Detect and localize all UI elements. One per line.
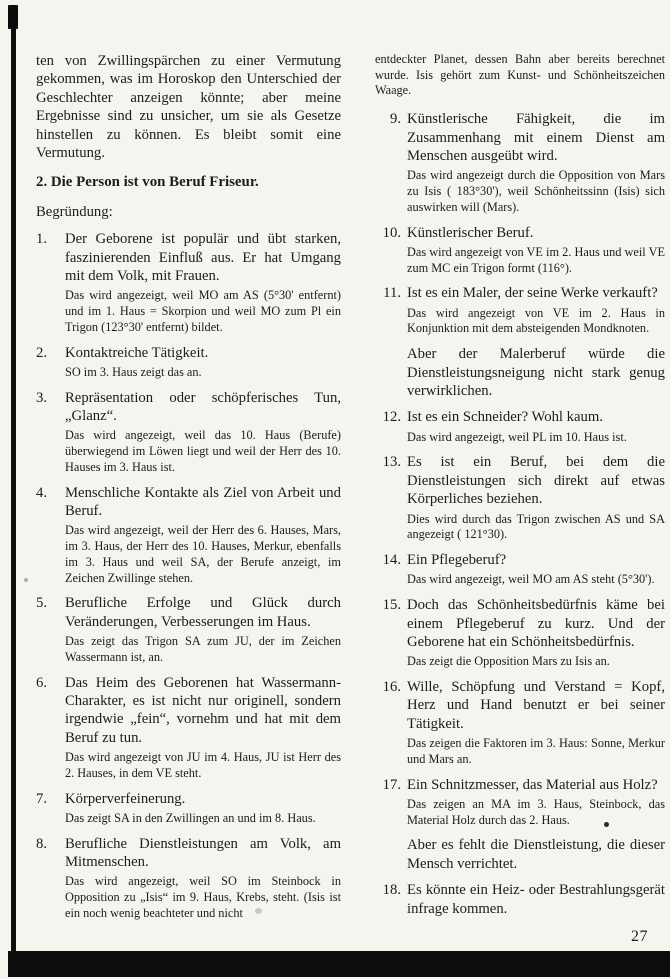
item-text: Wille, Schöpfung und Verstand = Kopf, Herz und Hand benutzt er bei seiner Tätigkeit. [407,679,665,732]
list-item [375,551,665,588]
subheading-begruendung: Begründung: [36,203,113,220]
item-body [65,790,341,827]
item-text: Der Geborene ist populär und übt starken, faszinierenden Einfluß aus. Er hat Umgang mit dem Volk, mit Frauen. [65,231,341,284]
right-column [375,52,665,952]
item-text: Doch das Schönheitsbedürfnis käme bei einem Pflegeberuf zu kurz. Und der Geborene hat ein Schönheitsbedürfnis. [407,597,665,650]
item-indicator-note: Das wird angezeigt von VE im 2. Haus in Konjunktion mit dem absteigenden Mondknoten. [407,305,665,336]
item-body [65,594,341,665]
item-body [65,344,341,381]
numbered-item-list [36,230,341,921]
item-body [407,596,665,670]
item-number: 15. [382,597,401,614]
item-indicator-note: Dies wird durch das Trigon zwischen AS und SA angezeigt ( 121°30). [407,511,665,542]
item-number: 18. [382,882,401,899]
list-item [36,389,341,476]
item-body [65,230,341,335]
item-number: 14. [382,552,401,569]
item-number: 11. [383,285,401,302]
item-text: Ein Schnitzmesser, das Material aus Holz? [407,776,658,793]
item-body [65,674,341,782]
item-number: 17. [382,776,401,793]
item-indicator-note: Das zeigen die Faktoren im 3. Haus: Sonne, Merkur und Mars an. [407,736,665,766]
item-number: 1. [36,231,48,248]
item-number: 16. [382,679,401,696]
list-item [36,790,341,827]
item-body [407,110,665,215]
list-item [375,408,665,445]
left-column [36,52,341,952]
list-item [375,284,665,400]
item-text: Berufliche Dienstleistungen am Volk, am Mitmenschen. [65,835,341,870]
item-indicator-note: Das wird angezeigt, weil MO am AS (5°30' entfernt) und im 1. Haus = Skorpion und weil MO zum Pl ein Trigon (123°30' entfernt) bildet. [65,288,341,334]
item-indicator-note: Das wird angezeigt von JU im 4. Haus, JU ist Herr des 2. Hauses, in dem VE steht. [65,750,341,780]
item-number: 8. [36,835,48,852]
item-indicator-note: Das wird angezeigt, weil SO im Steinbock in Opposition zu „Isis“ im 9. Haus, Krebs, steht. (Isis ist ein noch wenig beachteter und nicht [65,874,341,920]
item-number: 7. [36,790,48,807]
list-item [36,484,341,587]
item-text: Körperverfeinerung. [65,790,186,807]
item-body [65,389,341,476]
text-columns [36,52,665,952]
item-text: Kontaktreiche Tätigkeit. [65,344,209,361]
item-indicator-note: Das wird angezeigt durch die Opposition von Mars zu Isis ( 183°30'), weil Schönheitssinn (Isis) sich auswirken will (Mars). [407,168,665,214]
list-item [375,678,665,768]
item-indicator-note: Das zeigt das Trigon SA zum JU, der im Zeichen Wassermann ist, an. [65,634,341,664]
item-indicator-note: Das wird angezeigt, weil der Herr des 6. Hauses, Mars, im 3. Haus, der Herr des 10. Hauses, Merkur, ebenfalls im 3. Haus und weil SA, der Berufe anzeigt, im Zeichen Zwillinge stehen. [65,523,341,585]
ink-speck [24,578,28,582]
item-text: Ist es ein Maler, der seine Werke verkauft? [407,285,658,302]
item-indicator-note: SO im 3. Haus zeigt das an. [65,364,202,379]
scan-edge-left [11,6,16,954]
item-text: Künstlerische Fähigkeit, die im Zusammenhang mit einem Dienst am Menschen ausgeübt wird. [407,111,665,164]
item-number: 9. [389,111,401,128]
item-text: Berufliche Erfolge und Glück durch Veränderungen, Verbesserungen im Haus. [65,595,341,630]
numbered-item-list [375,110,665,918]
item-indicator-note: Das zeigen an MA im 3. Haus, Steinbock, das Material Holz durch das 2. Haus. [407,796,665,827]
list-item [375,596,665,670]
item-number: 5. [36,595,48,612]
item-text: Es könnte ein Heiz- oder Bestrahlungsgerät infrage kommen. [407,882,665,917]
item-extra-paragraph: Aber es fehlt die Dienstleistung, die dieser Mensch verrichtet. [407,837,665,872]
item-indicator-note: Das zeigt die Opposition Mars zu Isis an. [407,654,610,669]
item-body [407,776,665,874]
item-text: Es ist ein Beruf, bei dem die Dienstleistungen sich direkt auf etwas Körperliches beziehen. [407,454,665,508]
continuation-note-paragraph: entdeckter Planet, dessen Bahn aber bereits berechnet wurde. Isis gehört zum Kunst- und Schönheitszeichen Waage. [375,52,665,98]
item-text: Ist es ein Schneider? Wohl kaum. [407,409,603,426]
list-item [36,230,341,335]
item-indicator-note: Das wird angezeigt von VE im 2. Haus und weil VE zum MC ein Trigon formt (116°). [407,244,665,275]
item-indicator-note: Das wird angezeigt, weil PL im 10. Haus ist. [407,429,627,444]
item-text: Das Heim des Geborenen hat Wassermann-Charakter, es ist nicht nur originell, sondern irgendwie „fein“, vornehm und hat mit dem Beruf zu tun. [65,674,341,746]
item-number: 6. [36,674,48,691]
item-number: 4. [36,484,48,501]
list-item [375,224,665,277]
item-indicator-note: Das wird angezeigt, weil das 10. Haus (Berufe) überwiegend im Löwen liegt und weil der Herr des 10. Hauses im 3. Haus ist. [65,428,341,474]
list-item [36,594,341,665]
item-body [65,835,341,922]
item-text: Ein Pflegeberuf? [407,552,507,569]
item-body [407,551,665,588]
item-number: 10. [382,224,401,241]
scan-edge-bottom [8,951,670,977]
item-body [65,484,341,587]
item-text: Menschliche Kontakte als Ziel von Arbeit und Beruf. [65,484,341,520]
item-text: Künstlerischer Beruf. [407,224,534,241]
continuation-paragraph: ten von Zwillingspärchen zu einer Vermutung gekommen, was im Horoskop den Unterschied der Geschlechter anzeigen könnte; aber meine Ergebnisse sind zu unsicher, um sie als Gesetze hinstellen zu können. Es bleibt somit eine Vermutung. [36,53,341,161]
item-number: 12. [382,409,401,426]
item-number: 2. [36,344,48,361]
item-body [407,678,665,768]
item-body [407,408,665,445]
list-item [375,110,665,215]
item-indicator-note: Das zeigt SA in den Zwillingen an und im 8. Haus. [65,810,316,825]
item-text: Repräsentation oder schöpferisches Tun, „Glanz“. [65,389,341,425]
item-number: 3. [36,389,48,406]
section-heading: 2. Die Person ist von Beruf Friseur. [36,174,259,191]
list-item [375,776,665,874]
item-body [407,224,665,277]
item-extra-paragraph: Aber der Malerberuf würde die Dienstleistungsneigung nicht stark genug verwirklichen. [407,346,665,399]
list-item [375,881,665,918]
list-item [36,344,341,381]
item-body [407,284,665,400]
item-body [407,881,665,918]
list-item [375,453,665,543]
list-item [36,835,341,922]
list-item [36,674,341,782]
item-number: 13. [382,454,401,471]
page-number: 27 [631,928,648,945]
item-indicator-note: Das wird angezeigt, weil MO am AS steht (5°30'). [407,572,655,587]
item-body [407,453,665,543]
